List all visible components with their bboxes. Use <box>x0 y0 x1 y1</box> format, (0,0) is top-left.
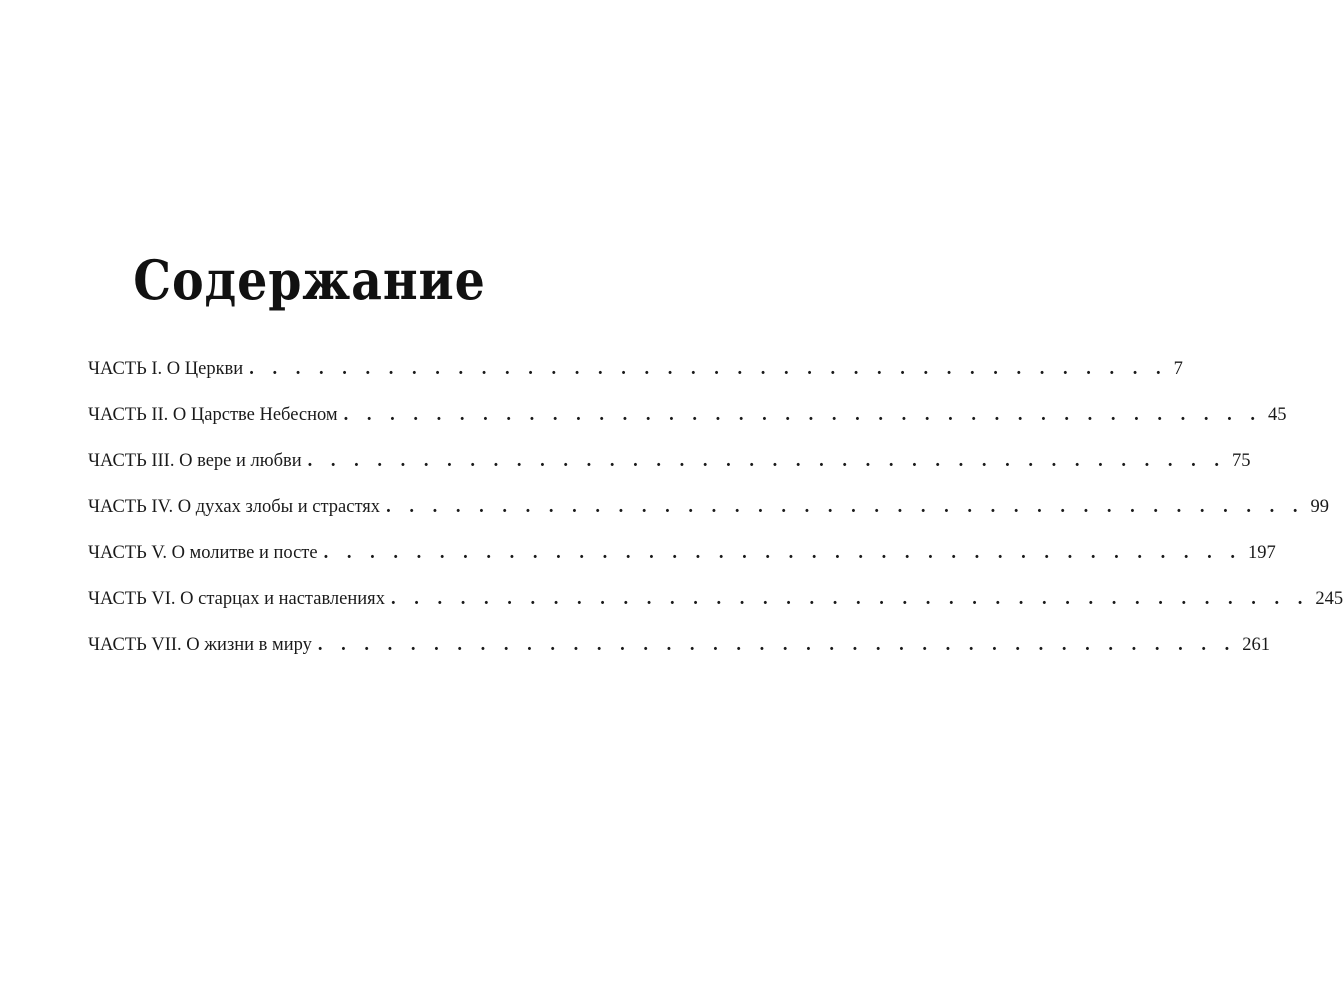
toc-entry-title: ЧАСТЬ III. О вере и любви <box>88 451 302 471</box>
toc-entry-title: ЧАСТЬ VI. О старцах и наставлениях <box>88 589 385 609</box>
toc-leader-dots: . . . . . . . . . . . . . . . . . . . . . . . . . . . . . . . . . . . . . . . . <box>386 497 1305 517</box>
toc-entry-page-number: 75 <box>1232 451 1251 471</box>
toc-leader-dots: . . . . . . . . . . . . . . . . . . . . . . . . . . . . . . . . . . . . . . . . <box>249 359 1168 379</box>
table-of-contents <box>88 354 1343 676</box>
page-title: Содержание <box>133 248 486 312</box>
toc-entry-title: ЧАСТЬ I. О Церкви <box>88 359 244 379</box>
toc-entry <box>88 538 1276 584</box>
toc-entry-title: ЧАСТЬ II. О Царстве Небесном <box>88 405 338 425</box>
toc-entry-page-number: 197 <box>1247 543 1276 563</box>
toc-leader-dots: . . . . . . . . . . . . . . . . . . . . . . . . . . . . . . . . . . . . . . . . <box>390 589 1310 609</box>
toc-entry-title: ЧАСТЬ V. О молитве и посте <box>88 543 318 563</box>
toc-leader-dots: . . . . . . . . . . . . . . . . . . . . . . . . . . . . . . . . . . . . . . . . <box>323 543 1242 563</box>
toc-entry-page-number: 99 <box>1310 497 1329 517</box>
toc-entry-page-number: 245 <box>1315 589 1343 609</box>
toc-entry-page-number: 7 <box>1173 359 1183 379</box>
toc-entry-page-number: 261 <box>1242 635 1271 655</box>
toc-entry <box>88 584 1343 630</box>
toc-leader-dots: . . . . . . . . . . . . . . . . . . . . . . . . . . . . . . . . . . . . . . . . <box>317 635 1237 655</box>
toc-entry-title: ЧАСТЬ IV. О духах злобы и страстях <box>88 497 381 517</box>
toc-entry <box>88 630 1271 676</box>
toc-entry <box>88 354 1183 400</box>
toc-leader-dots: . . . . . . . . . . . . . . . . . . . . . . . . . . . . . . . . . . . . . . . . <box>343 405 1262 425</box>
toc-entry-page-number: 45 <box>1268 405 1287 425</box>
toc-entry <box>88 492 1329 538</box>
toc-entry <box>88 400 1287 446</box>
toc-entry-title: ЧАСТЬ VII. О жизни в миру <box>88 635 312 655</box>
toc-entry <box>88 446 1251 492</box>
toc-leader-dots: . . . . . . . . . . . . . . . . . . . . . . . . . . . . . . . . . . . . . . . . <box>307 451 1226 471</box>
